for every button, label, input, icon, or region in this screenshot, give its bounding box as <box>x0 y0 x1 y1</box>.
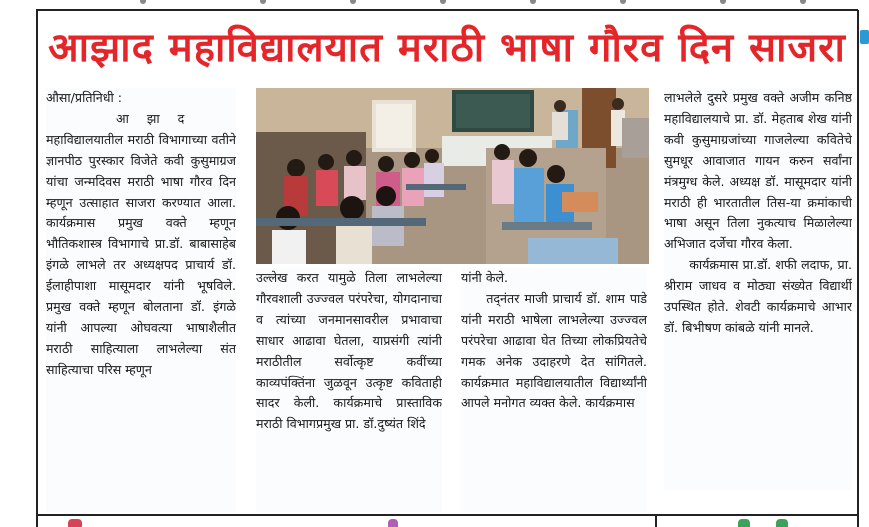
left-border <box>36 10 38 527</box>
column-3 <box>461 268 647 512</box>
column-3-paragraph-1: यांनी केले. <box>461 270 509 285</box>
top-border <box>36 9 858 11</box>
previous-article-fragment <box>60 0 860 6</box>
dateline: औसा/प्रतिनिधी : <box>46 90 123 105</box>
next-article-fragment <box>38 517 858 527</box>
adjacent-article-fragment <box>860 30 869 44</box>
column-2-text: उल्लेख करत यामुळे तिला लाभलेल्या गौरवशाली उज्ज्वल परंपरेचा, योगदानाचा व त्यांच्या जनमानसावरील प्रभावाचा साधार आढावा घेतला, याप्रसंगी त्यांनी मराठीतील सर्वोत्कृष्ट कवींच्या काव्यपंक्तिंना जुळवून उत्कृष्ट कविताही सादर केली. कार्यक्रमाचे प्रास्ताविक मराठी विभागप्रमुख प्रा. डॉ.दुष्यंत शिंदे <box>256 270 442 432</box>
column-2 <box>256 268 442 512</box>
column-4-paragraph-1: लाभलेले दुसरे प्रमुख वक्ते अजीम कनिष्ठ महाविद्यालयाचे प्रा. डॉ. मेहताब शेख यांनी कवी कुसुमाग्रजांच्या गाजलेल्या कवितेचे सुमधूर आवाजात गायन करुन सर्वांना मंत्रमुग्ध केले. अध्यक्ष डॉ. मासूमदार यांनी मराठी ही भारतातील तिस-या क्रमांकाची भाषा असून तिला नुकत्याच मिळालेल्या अभिजात दर्जेचा गौरव केला. <box>664 90 852 252</box>
column-4 <box>664 88 852 490</box>
bottom-column-divider <box>655 516 657 527</box>
right-border <box>857 10 859 527</box>
column-1 <box>46 88 236 512</box>
bottom-border <box>36 514 858 516</box>
column-4-paragraph-2: कार्यक्रमास प्रा.डॉ. शफी लदाफ, प्रा. श्रीराम जाधव व मोठ्या संख्येत विद्यार्थी उपस्थित होते. शेवटी कार्यक्रमाचे आभार डॉ. बिभीषण कांबळे यांनी मानले. <box>664 257 852 335</box>
headline-box <box>38 12 856 82</box>
event-photo <box>256 88 649 264</box>
column-3-paragraph-2: तद्नंतर माजी प्राचार्य डॉ. शाम पाडे यांनी मराठी भाषेला लाभलेल्या उज्ज्वल परंपरेचा आढावा घेत तिच्या लोकप्रियतेचे गमक अनेक उदाहरणे देत सांगितले. कार्यक्रमात महाविद्यालयातील विद्यार्थ्यांनी आपले मनोगत व्यक्त केले. कार्यक्रमास <box>461 290 647 411</box>
lead-word: आझाद <box>116 110 203 126</box>
classroom-photo <box>256 88 649 264</box>
headline: आझाद महाविद्यालयात मराठी भाषा गौरव दिन साजरा <box>48 25 846 71</box>
column-1-text: महाविद्यालयातील मराठी विभागाच्या वतीने ज्ञानपीठ पुरस्कार विजेते कवी कुसुमाग्रज यांचा जन्मदिवस मराठी भाषा गौरव दिन म्हणून उत्साहात साजरा करण्यात आला. कार्यक्रमास प्रमुख वक्ते म्हणून भौतिकशास्त्र विभागाचे प्रा.डॉ. बाबासाहेब इंगळे लाभले तर अध्यक्षपद प्राचार्य डॉ. ईलाहीपाशा मासूमदार यांनी भूषविले. प्रमुख वक्ते म्हणून बोलताना डॉ. इंगळे यांनी आपल्या ओघवत्या भाषाशैलीत मराठी साहित्याला लाभलेल्या संत साहित्याचा परिस म्हणून <box>46 131 236 377</box>
